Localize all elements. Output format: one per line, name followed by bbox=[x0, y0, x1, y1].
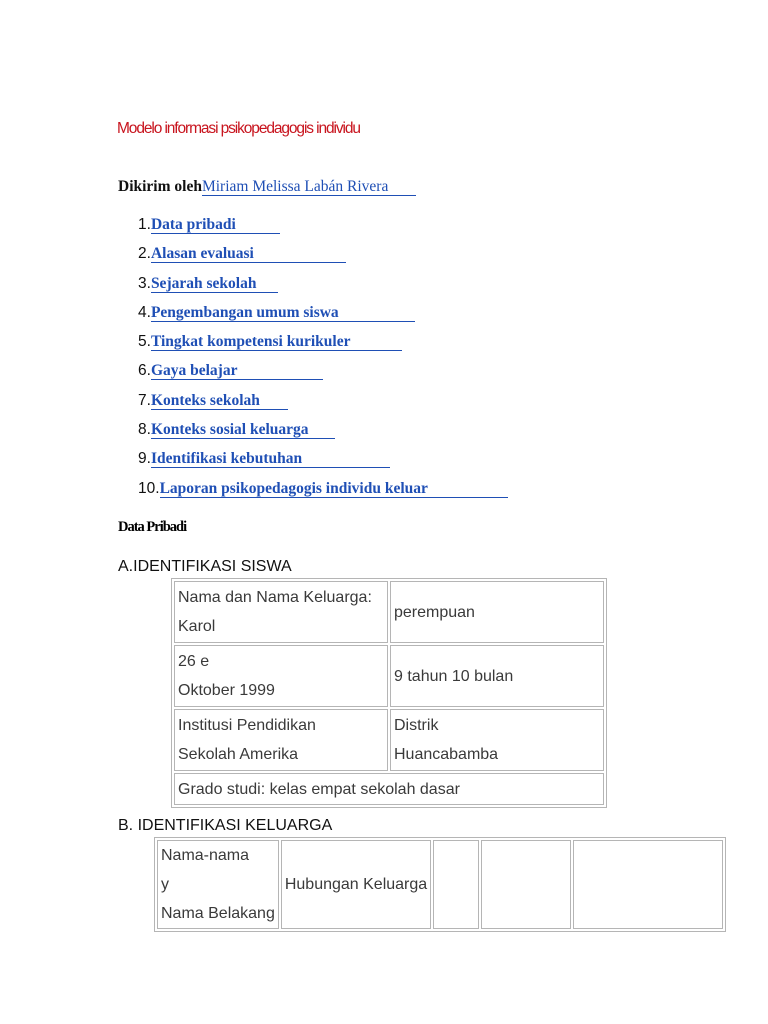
family-cell-names bbox=[157, 840, 279, 929]
toc-item bbox=[138, 392, 508, 421]
sender-line bbox=[118, 178, 416, 196]
family-identification-heading: B. IDENTIFIKASI KELUARGA bbox=[118, 817, 333, 834]
toc-number: 1. bbox=[138, 216, 151, 233]
toc-number: 8. bbox=[138, 421, 151, 439]
toc-link-sejarah-sekolah[interactable]: Sejarah sekolah bbox=[151, 275, 279, 293]
toc-item bbox=[138, 421, 508, 450]
birth-month-year: Oktober 1999 bbox=[178, 682, 275, 699]
table-row bbox=[174, 773, 604, 805]
toc-item bbox=[138, 362, 508, 391]
names-label-line3: Nama Belakang bbox=[161, 905, 275, 922]
district-value: Huancabamba bbox=[394, 746, 499, 763]
table-row bbox=[157, 840, 723, 929]
district-label: Distrik bbox=[394, 717, 439, 734]
names-label-line1: Nama-nama bbox=[161, 847, 250, 864]
grade-cell bbox=[174, 773, 604, 805]
family-identification-table bbox=[154, 837, 726, 932]
toc-number: 3. bbox=[138, 274, 151, 292]
toc-number: 6. bbox=[138, 362, 151, 380]
toc-link-konteks-sekolah[interactable]: Konteks sekolah bbox=[151, 392, 288, 410]
sender-prefix: Dikirim oleh bbox=[118, 178, 202, 195]
name-label: Nama dan Nama Keluarga: bbox=[178, 589, 372, 606]
toc-item bbox=[138, 480, 508, 509]
table-row bbox=[174, 581, 604, 643]
name-cell bbox=[174, 581, 388, 643]
name-value: Karol bbox=[178, 618, 216, 635]
toc-number: 7. bbox=[138, 391, 151, 409]
table-of-contents bbox=[138, 216, 508, 509]
grade-value: Grado studi: kelas empat sekolah dasar bbox=[178, 780, 460, 798]
table-row bbox=[174, 645, 604, 707]
age-value: 9 tahun 10 bulan bbox=[394, 667, 514, 685]
toc-link-identifikasi-kebutuhan[interactable]: Identifikasi kebutuhan bbox=[151, 450, 390, 468]
section-heading-data-pribadi: Data Pribadi bbox=[118, 519, 187, 535]
toc-link-alasan-evaluasi[interactable]: Alasan evaluasi bbox=[151, 245, 346, 263]
toc-link-pengembangan-umum-siswa[interactable]: Pengembangan umum siswa bbox=[151, 304, 415, 322]
table-row bbox=[174, 709, 604, 771]
district-cell bbox=[390, 709, 604, 771]
toc-link-data-pribadi[interactable]: Data pribadi bbox=[151, 216, 280, 234]
toc-item bbox=[138, 216, 508, 245]
student-identification-table bbox=[171, 578, 607, 808]
toc-item bbox=[138, 304, 508, 333]
toc-link-konteks-sosial-keluarga[interactable]: Konteks sosial keluarga bbox=[151, 421, 335, 439]
institution-value: Sekolah Amerika bbox=[178, 746, 299, 763]
toc-number: 5. bbox=[138, 333, 151, 351]
toc-item bbox=[138, 333, 508, 362]
relationship-label: Hubungan Keluarga bbox=[284, 876, 428, 893]
toc-number: 4. bbox=[138, 303, 151, 321]
family-cell-relationship bbox=[281, 840, 431, 929]
toc-item bbox=[138, 275, 508, 304]
sender-name-link[interactable]: Miriam Melissa Labán Rivera bbox=[202, 178, 416, 196]
toc-item bbox=[138, 450, 508, 479]
family-cell-empty bbox=[481, 840, 571, 929]
gender-cell bbox=[390, 581, 604, 643]
toc-link-laporan-psikopedagogis[interactable]: Laporan psikopedagogis individu keluar bbox=[160, 480, 508, 498]
birth-day: 26 e bbox=[178, 653, 210, 670]
toc-item bbox=[138, 245, 508, 274]
institution-label: Institusi Pendidikan bbox=[178, 717, 316, 734]
family-cell-empty bbox=[433, 840, 479, 929]
toc-number: 9. bbox=[138, 450, 151, 468]
institution-cell bbox=[174, 709, 388, 771]
gender-value: perempuan bbox=[394, 603, 475, 621]
names-label-line2: y bbox=[161, 876, 169, 893]
birthdate-cell bbox=[174, 645, 388, 707]
age-cell bbox=[390, 645, 604, 707]
document-title: Modelo informasi psikopedagogis individu bbox=[117, 120, 360, 137]
student-identification-heading: A.IDENTIFIKASI SISWA bbox=[118, 558, 292, 575]
toc-link-tingkat-kompetensi[interactable]: Tingkat kompetensi kurikuler bbox=[151, 333, 403, 351]
toc-link-gaya-belajar[interactable]: Gaya belajar bbox=[151, 362, 324, 380]
family-cell-empty bbox=[573, 840, 723, 929]
toc-number: 2. bbox=[138, 245, 151, 263]
toc-number: 10. bbox=[138, 479, 160, 497]
